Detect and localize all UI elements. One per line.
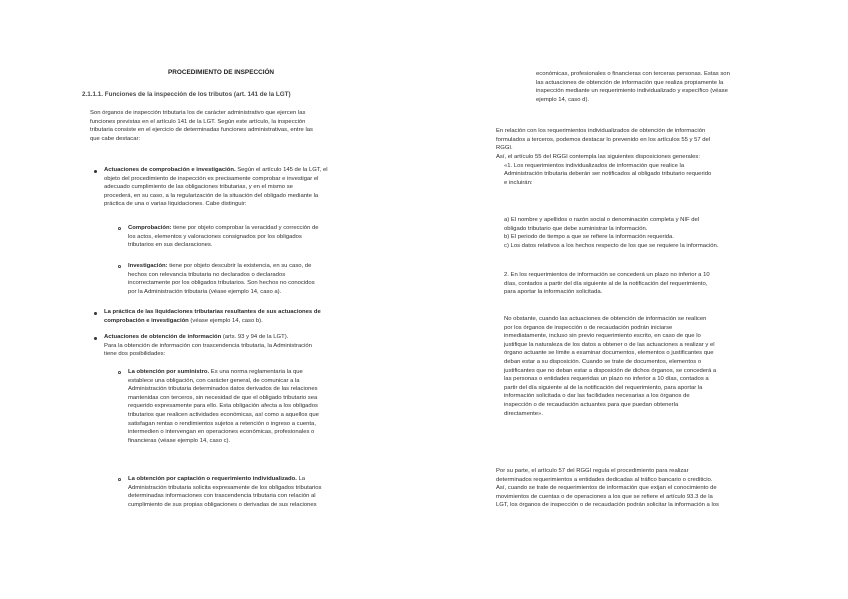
text-line: inspección o de recaudación actuantes para que puedan obtenerla <box>504 401 679 408</box>
text-line: tributarios en sus declaraciones. <box>128 242 213 249</box>
text-line: información solicitada o dar las facilidades necesarias a los órganos de <box>504 393 690 400</box>
text-line: órgano actuante se limite a examinar documentos, elementos o justificantes que <box>504 350 714 357</box>
text-line: deban estar a su disposición. Cuando se trate de documentos, elementos o <box>504 358 702 365</box>
text-line: financieras (véase ejemplo 14, caso c). <box>128 437 231 444</box>
text-line: las actuaciones de obtención de información que realiza propiamente la <box>536 79 724 86</box>
sub-bullet-title: La obtención por suministro. <box>128 369 210 375</box>
text-line: inmediatamente, incluso sin previo requerimiento escrito, en caso de que lo <box>504 333 701 340</box>
text-line: procederá, en su caso, a la regularización de la situación del obligado mediante la <box>104 192 319 199</box>
text-line: justifique la naturaleza de los datos a obtener o de las actuaciones a realizar y el <box>504 341 715 348</box>
intro-paragraph <box>90 109 390 143</box>
text-line: Por su parte, el artículo 57 del RGGI regula el procedimiento para realizar <box>496 468 689 474</box>
sub-bullet-suministro <box>128 368 388 445</box>
text-line: práctica de una o varias liquidaciones. Cabe distinguir: <box>104 201 247 208</box>
text-line: movimientos de cuentas o de operaciones a los que se refiere el artículo 93.3 de la <box>496 493 713 500</box>
text-span: Es una norma reglamentaria la que <box>209 369 303 375</box>
text-line: inspección mediante un requerimiento individualizado y específico (véase <box>536 88 728 95</box>
bullet-marker <box>94 170 97 173</box>
text-line: Así, el artículo 55 del RGGI contempla las siguientes disposiciones generales: <box>496 154 700 160</box>
text-line: por los órganos de inspección o de recaudación podrán iniciarse <box>504 324 673 331</box>
sub-bullet-requerimiento <box>128 475 388 509</box>
text-line: para aportar la información solicitada. <box>504 289 603 296</box>
text-line: LGT, los órganos de inspección o de recaudación podrán solicitar la información a los <box>496 502 719 509</box>
text-line: a) El nombre y apellidos o razón social o denominación completa y NIF del <box>504 217 700 223</box>
text-line: hechos con relevancia tributaria no declarados o declarados <box>128 271 286 278</box>
sub-bullet-comprobacion <box>128 224 388 250</box>
text-line: las personas o entidades requeridas un plazo no inferior a 10 días, contados a <box>504 376 709 383</box>
bullet-marker <box>94 337 97 340</box>
text-span: Según el artículo 145 de la LGT, el <box>235 167 328 173</box>
paragraph-requerimientos <box>496 127 816 153</box>
text-line: obligado tributario que debe suministrar la información. <box>504 225 648 232</box>
bullet-obtencion-informacion <box>104 333 404 359</box>
text-line: tiene dos posibilidades: <box>104 351 166 358</box>
text-line: ejemplo 14, caso d). <box>536 96 590 103</box>
text-line: adecuado cumplimiento de las obligaciones tributarias, y en el mismo se <box>104 184 293 191</box>
text-line: satisfagan rentas o rendimientos sujetos a retención o ingreso a cuenta, <box>128 420 316 427</box>
text-line: requerido expresamente para ello. Esta obligación afecta a los obligados <box>128 403 318 410</box>
bullet-title: Actuaciones de obtención de información <box>104 334 222 340</box>
sub-bullet-marker <box>118 227 121 230</box>
text-line: determinados requerimientos a entidades dedicadas al tráfico bancario o crediticio. <box>496 476 713 483</box>
bullet-comprobacion-investigacion <box>104 166 404 209</box>
section-heading: 2.1.1.1. Funciones de la inspección de los tributos (art. 141 de la LGT) <box>82 91 291 98</box>
text-line: funciones previstas en el artículo 141 de la LGT. Según este artículo, la inspección <box>90 118 306 125</box>
text-line: intermedien o intervengan en operaciones económicas, profesionales o <box>128 429 315 436</box>
text-line: incorrectamente por los obligados tributarios. Son hechos no conocidos <box>128 280 315 287</box>
text-line: determinadas informaciones con trascendencia tributaria con relación al <box>128 493 316 500</box>
text-line: establece una obligación, con carácter general, de comunicar a la <box>128 377 300 384</box>
text-line: b) El periodo de tiempo a que se refiere la información requerida. <box>504 234 674 241</box>
text-line: objeto del procedimiento de inspección es precisamente comprobar e investigar el <box>104 175 319 182</box>
text-line: que cabe destacar: <box>90 135 141 142</box>
bullet-title: La práctica de las liquidaciones tributarias resultantes de sus actuaciones de <box>104 309 321 315</box>
text-line: días, contados a partir del día siguiente al de la notificación del requerimiento, <box>504 280 708 287</box>
sub-bullet-title: Investigación: <box>128 263 168 269</box>
text-line: partir del día siguiente al de la notificación del requerimiento, para aportar la <box>504 384 703 391</box>
text-line: e incluirán: <box>504 179 533 186</box>
sub-bullet-marker <box>118 478 121 481</box>
text-line: c) Los datos relativos a los hechos respecto de los que se requiere la información. <box>504 242 719 249</box>
text-line: directamente». <box>504 410 543 417</box>
continued-sub-bullet <box>536 70 826 104</box>
paragraph-plazo <box>504 271 824 297</box>
text-span: (arts. 93 y 94 de la LGT). <box>221 334 289 340</box>
sub-bullet-marker <box>118 265 121 268</box>
bullet-practica-liquidaciones <box>104 308 404 325</box>
sub-bullet-title: La obtención por captación o requerimiento individualizado. <box>128 476 297 482</box>
text-line: Administración tributaria determinados datos derivados de las relaciones <box>128 386 318 393</box>
bullet-marker <box>94 312 97 315</box>
text-span: tiene por objeto comprobar la veracidad y corrección de <box>171 225 319 231</box>
text-line: justificantes que no deban estar a disposición de dichos órganos, se concederá a <box>504 367 717 374</box>
text-line: Así, cuando se trate de requerimientos de información que exijan el conocimiento de <box>496 485 717 492</box>
text-line: cumplimiento de sus propias obligaciones o derivadas de sus relaciones <box>128 501 317 508</box>
text-span: tiene por objeto descubrir la existencia, en su caso, de <box>167 263 312 269</box>
sub-bullet-marker <box>118 371 121 374</box>
sub-bullet-investigacion <box>128 262 388 296</box>
text-line: los actos, elementos y valoraciones consignados por los obligados <box>128 233 302 240</box>
text-line: formulados a terceros, podemos destacar lo prevenido en los artículos 55 y 57 del <box>496 136 711 143</box>
text-line: 2. En los requerimientos de información se concederá un plazo no inferior a 10 <box>504 272 710 278</box>
text-line: tributaria consiste en el ejercicio de determinadas funciones administrativas, entre las <box>90 127 313 134</box>
text-line: económicas, profesionales o financieras con terceras personas. Estas son <box>536 71 730 77</box>
paragraph-articulo-57 <box>496 467 826 510</box>
sub-bullet-title: Comprobación: <box>128 225 172 231</box>
paragraph-no-obstante <box>504 315 824 418</box>
text-line: Para la obtención de información con trascendencia tributaria, la Administración <box>104 342 312 349</box>
paragraph-contenido-requerimiento <box>504 216 824 250</box>
text-line: tributarios que realicen actividades económicas, así como a aquellos que <box>128 411 319 418</box>
bullet-title: Actuaciones de comprobación e investigación. <box>104 167 236 173</box>
text-span: (véase ejemplo 14, caso b). <box>188 317 263 324</box>
text-line: Administración tributaria solicita expresamente de los obligados tributarios <box>128 484 322 491</box>
paragraph-articulo-55 <box>496 153 816 187</box>
text-line: Administración tributaria deberán ser notificados al obligado tributario requerido <box>504 171 712 178</box>
text-span: La <box>296 476 306 482</box>
text-line: por la Administración tributaria (véase ejemplo 14, caso a). <box>128 288 282 295</box>
text-line: «1. Los requerimientos individualizados de información que realice la <box>504 162 685 169</box>
text-line: No obstante, cuando las actuaciones de obtención de información se realicen <box>504 316 707 322</box>
text-line: Son órganos de inspección tributaria los de carácter administrativo que ejercen las <box>90 110 306 116</box>
bullet-title: comprobación e investigación <box>104 317 189 324</box>
text-line: En relación con los requerimientos individualizados de obtención de información <box>496 128 706 134</box>
document-title: PROCEDIMIENTO DE INSPECCIÓN <box>168 69 275 76</box>
text-line: mantenidas con terceros, sin necesidad de que el obligado tributario sea <box>128 394 318 401</box>
text-line: RGGI. <box>496 145 513 152</box>
